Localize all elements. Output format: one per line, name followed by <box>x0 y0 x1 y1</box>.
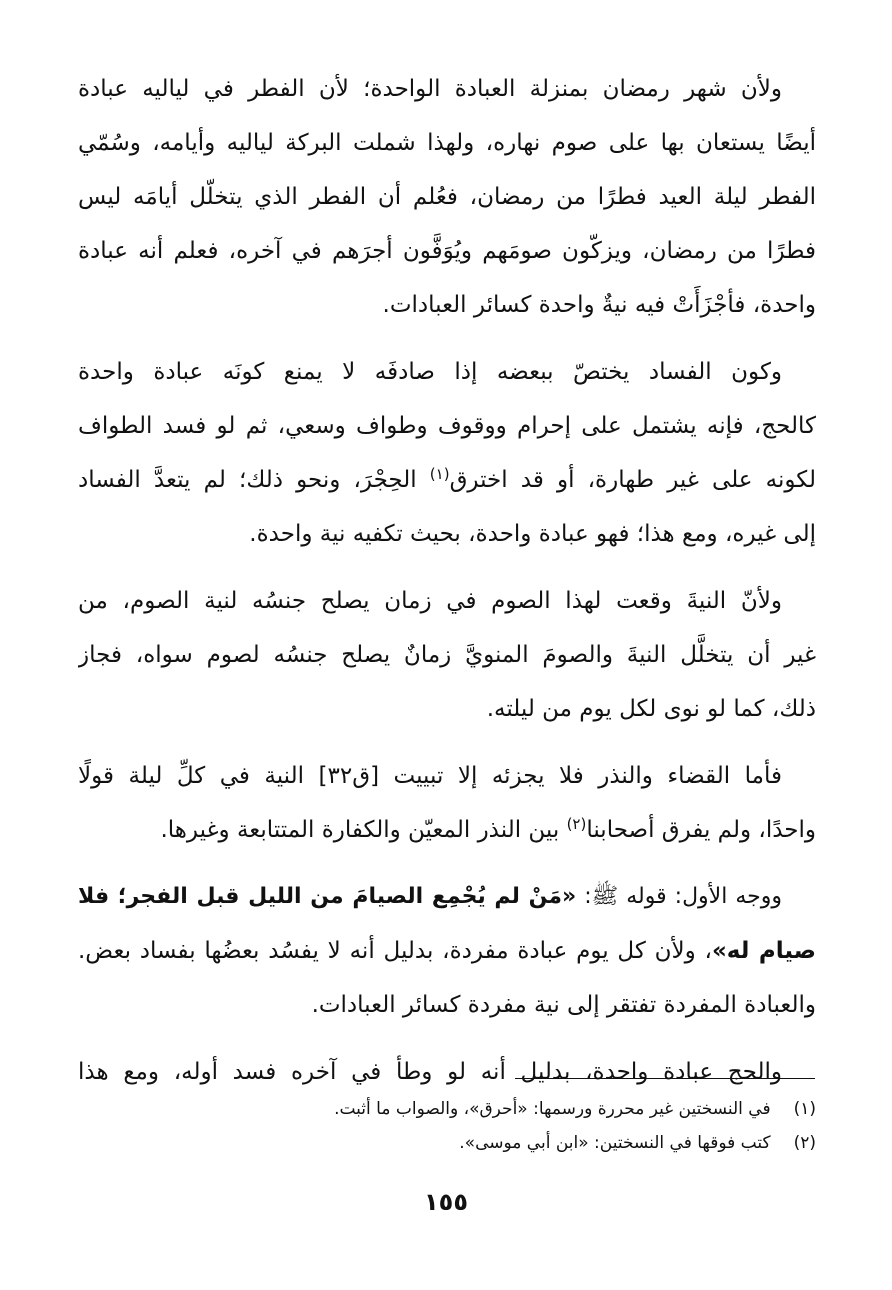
paragraph <box>78 870 816 1032</box>
paragraph <box>78 1045 816 1099</box>
text-line: ولأنّ النيةَ وقعت لهذا الصوم في زمان يصلح جنسُه لنية الصوم، من <box>78 588 782 614</box>
text-line: فطرًا من رمضان، ويزكّون صومَهم ويُوَفَّون أجرَهم في آخره، فعلم أنه عبادة <box>78 238 816 264</box>
hadith-quote: صيام له» <box>711 938 816 964</box>
text-line <box>78 870 816 924</box>
line-segment: بين النذر المعيّن والكفارة المتتابعة وغيرها. <box>160 817 567 843</box>
text-line: ولأن شهر رمضان بمنزلة العبادة الواحدة؛ لأن الفطر في لياليه عبادة <box>78 76 782 102</box>
text-line <box>78 924 816 978</box>
footnote-number: (١) <box>793 1099 816 1119</box>
text-line: فأما القضاء والنذر فلا يجزئه إلا تبييت [ق٣٢] النية في كلِّ ليلة قولًا <box>78 763 782 789</box>
page-number: ١٥٥ <box>424 1188 468 1216</box>
footnote <box>78 1126 816 1160</box>
text-line: إلى غيره، ومع هذا؛ فهو عبادة واحدة، بحيث تكفيه نية واحدة. <box>249 521 816 547</box>
paragraph <box>78 574 816 736</box>
paragraph <box>78 749 816 857</box>
footnote-reference: (٢) <box>566 815 587 833</box>
text-line <box>78 453 816 507</box>
footnotes <box>78 1092 816 1160</box>
line-segment: واحدًا، ولم يفرق أصحابنا <box>586 817 816 843</box>
line-segment: ، ولأن كل يوم عبادة مفردة، بدليل أنه لا يفسُد بعضُها بفساد بعض. <box>78 938 712 964</box>
text-line: ذلك، كما لو نوى لكل يوم من ليلته. <box>486 696 816 722</box>
line-segment: الحِجْرَ، ونحو ذلك؛ لم يتعدَّ الفساد <box>78 467 430 493</box>
text-line: أيضًا يستعان بها على صوم نهاره، ولهذا شملت البركة لياليه وأيامه، وسُمّي <box>78 130 816 156</box>
text-line: وكون الفساد يختصّ ببعضه إذا صادفَه لا يمنع كونَه عبادة واحدة <box>78 359 782 385</box>
footnote-text: كتب فوقها في النسختين: «ابن أبي موسى». <box>459 1133 771 1153</box>
paragraph <box>78 62 816 332</box>
text-line: والحج عبادة واحدة، بدليل أنه لو وطأ في آخره فسد أوله، ومع هذا <box>78 1059 782 1085</box>
footnote-separator <box>515 1078 815 1079</box>
text-line: الفطر ليلة العيد فطرًا من رمضان، فعُلم أن الفطر الذي يتخلّل أيامَه ليس <box>78 184 816 210</box>
footnote-text: في النسختين غير محررة ورسمها: «أحرق»، والصواب ما أثبت. <box>334 1099 771 1119</box>
text-line <box>78 803 816 857</box>
footnote-reference: (١) <box>429 465 450 483</box>
text-line: واحدة، فأجْزَأَتْ فيه نيةٌ واحدة كسائر العبادات. <box>382 292 816 318</box>
footnote-number: (٢) <box>793 1133 816 1153</box>
line-segment: لكونه على غير طهارة، أو قد اخترق <box>449 467 816 493</box>
text-line: والعبادة المفردة تفتقر إلى نية مفردة كسائر العبادات. <box>311 992 816 1018</box>
hadith-quote: «مَنْ لم يُجْمِع الصيامَ من الليل قبل الفجر؛ فلا <box>78 884 577 909</box>
line-segment: ووجه الأول: قوله ﷺ: <box>576 884 782 909</box>
footnote <box>78 1092 816 1126</box>
text-line: غير أن يتخلَّل النيةَ والصومَ المنويَّ زمانٌ يصلح جنسُه لصوم سواه، فجاز <box>78 642 816 668</box>
body-text <box>78 62 816 1112</box>
paragraph <box>78 345 816 561</box>
text-line: كالحج، فإنه يشتمل على إحرام ووقوف وطواف وسعي، ثم لو فسد الطواف <box>78 413 816 439</box>
